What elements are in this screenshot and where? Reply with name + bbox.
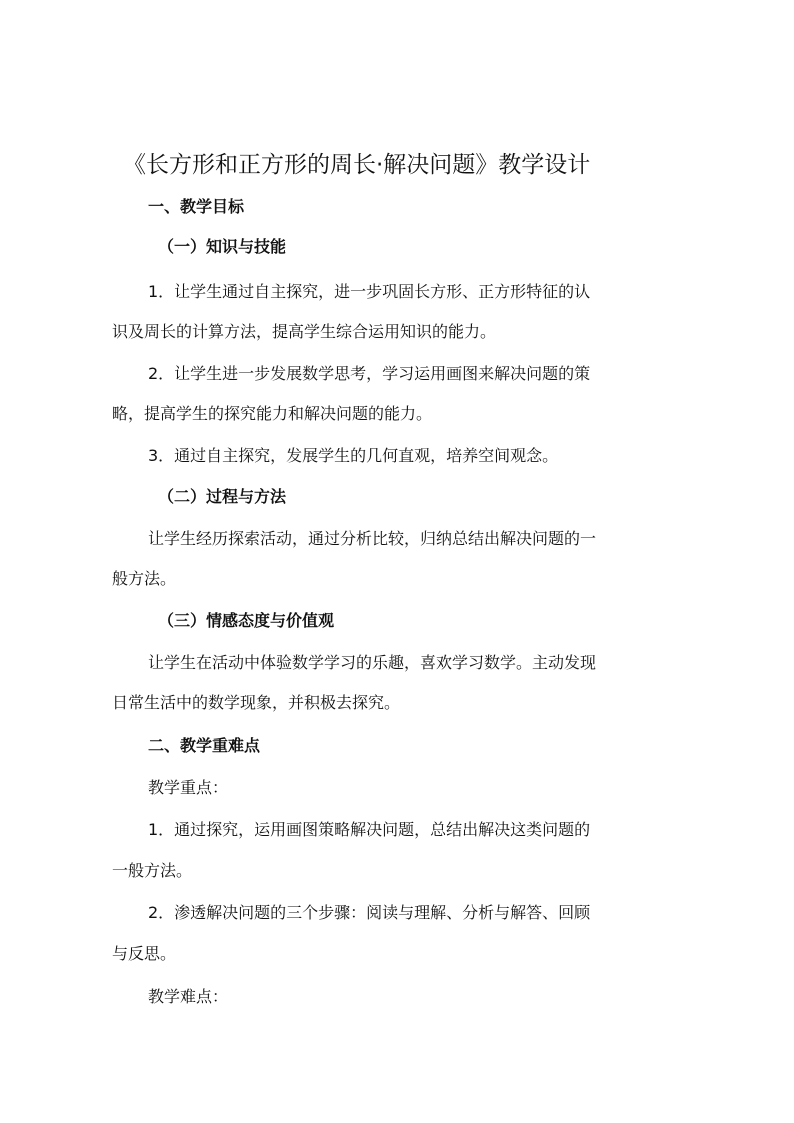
paragraph-line: 2．让学生进一步发展数学思考，学习运用画图来解决问题的策 bbox=[148, 364, 591, 383]
subsection-heading-process: （二）过程与方法 bbox=[158, 487, 287, 506]
subsection-heading-knowledge: （一）知识与技能 bbox=[158, 237, 287, 256]
paragraph-line: 一般方法。 bbox=[112, 861, 193, 880]
paragraph-line: 识及周长的计算方法，提高学生综合运用知识的能力。 bbox=[112, 322, 497, 341]
paragraph-line: 般方法。 bbox=[112, 569, 177, 588]
paragraph-line: 日常生活中的数学现象，并积极去探究。 bbox=[112, 693, 401, 712]
difficulty-label: 教学难点： bbox=[148, 987, 229, 1006]
subsection-heading-attitude: （三）情感态度与价值观 bbox=[158, 611, 335, 630]
section-heading-key-points: 二、教学重难点 bbox=[148, 736, 261, 755]
paragraph-line: 1．让学生通过自主探究，进一步巩固长方形、正方形特征的认 bbox=[148, 282, 591, 301]
paragraph-line: 3．通过自主探究，发展学生的几何直观，培养空间观念。 bbox=[148, 446, 559, 465]
paragraph-line: 2．渗透解决问题的三个步骤：阅读与理解、分析与解答、回顾 bbox=[148, 903, 591, 922]
paragraph-line: 与反思。 bbox=[112, 944, 177, 963]
paragraph-line: 略，提高学生的探究能力和解决问题的能力。 bbox=[112, 404, 433, 423]
section-heading-objectives: 一、教学目标 bbox=[148, 197, 245, 216]
paragraph-line: 1．通过探究，运用画图策略解决问题，总结出解决这类问题的 bbox=[148, 820, 591, 839]
document-title: 《长方形和正方形的周长·解决问题》教学设计 bbox=[123, 152, 591, 178]
paragraph-line: 让学生在活动中体验数学学习的乐趣，喜欢学习数学。主动发现 bbox=[148, 653, 597, 672]
paragraph-line: 让学生经历探索活动，通过分析比较，归纳总结出解决问题的一 bbox=[148, 529, 597, 548]
key-points-label: 教学重点： bbox=[148, 778, 229, 797]
